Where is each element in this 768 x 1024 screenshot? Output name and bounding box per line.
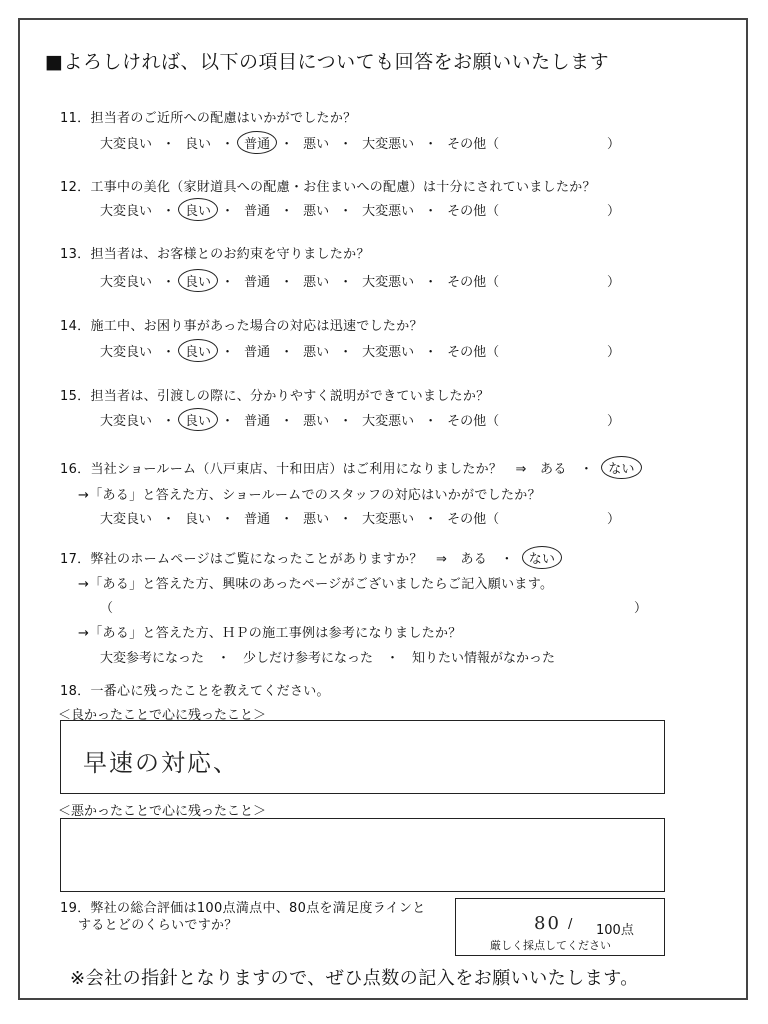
option-very-bad[interactable]: 大変悪い [362,414,415,429]
footer-note: ※会社の指針となりますので、ぜひ点数の記入をお願いいたします。 [70,968,639,989]
bad-memory-label: ＜悪かったことで心に残ったこと＞ [58,804,267,819]
question-16 [60,458,635,477]
option-bad[interactable]: 悪い [303,345,330,360]
option-good-selected[interactable]: 良い [178,269,218,292]
option-very-bad[interactable]: 大変悪い [362,204,415,219]
close-paren: ） [607,345,621,360]
option-other[interactable]: その他（ [447,512,500,527]
options-15: 大変良い ・ 良い ・ 普通 ・ 悪い ・ 大変悪い ・ その他（ [100,410,499,429]
option-bad[interactable]: 悪い [303,512,330,527]
q17-answer-none-selected[interactable]: ない [522,546,563,569]
option-good-selected[interactable]: 良い [178,198,218,221]
question-13: 13．担当者は、お客様とのお約束を守りましたか？ [60,247,370,262]
q17-options[interactable]: 大変参考になった ・ 少しだけ参考になった ・ 知りたい情報がなかった [100,651,556,666]
option-other[interactable]: その他（ [447,137,500,152]
options-11: 大変良い ・ 良い ・ 普通 ・ 悪い ・ 大変悪い ・ その他（ [100,133,499,152]
good-memory-answer: 早速の対応、 [83,749,239,777]
option-bad[interactable]: 悪い [303,137,330,152]
close-paren: ） [607,512,621,527]
q17-close-paren[interactable]: ） [634,601,648,616]
question-19-line2: するとどのくらいですか？ [78,918,238,933]
option-very-bad[interactable]: 大変悪い [362,345,415,360]
close-paren: ） [607,204,621,219]
good-memory-label: ＜良かったことで心に残ったこと＞ [58,708,267,723]
q16-answer-none-selected[interactable]: ない [601,456,642,479]
option-normal[interactable]: 普通 [244,512,271,527]
score-value: 80 [534,913,561,934]
option-bad[interactable]: 悪い [303,414,330,429]
close-paren: ） [607,275,621,290]
q17-open-paren: （ [100,601,114,616]
option-normal[interactable]: 普通 [244,345,271,360]
option-very-bad[interactable]: 大変悪い [362,137,415,152]
q17-followup-1: →「ある」と答えた方、興味のあったページがございましたらご記入願います。 [78,577,554,592]
option-good-selected[interactable]: 良い [178,408,218,431]
options-12: 大変良い ・ 良い ・ 普通 ・ 悪い ・ 大変悪い ・ その他（ [100,200,499,219]
option-bad[interactable]: 悪い [303,204,330,219]
question-11: 11．担当者のご近所への配慮はいかがでしたか？ [60,111,357,126]
option-very-good[interactable]: 大変良い [100,137,153,152]
option-very-bad[interactable]: 大変悪い [362,512,415,527]
close-paren: ） [607,137,621,152]
option-normal[interactable]: 普通 [244,414,271,429]
option-good-selected[interactable]: 良い [178,339,218,362]
score-box[interactable] [455,898,665,956]
option-good[interactable]: 良い [185,137,212,152]
option-normal[interactable]: 普通 [244,204,271,219]
option-very-good[interactable]: 大変良い [100,204,153,219]
option-very-good[interactable]: 大変良い [100,345,153,360]
question-17-text: 17．弊社のホームページはご覧になったことがありますか？ ⇒ ある ・ [60,552,514,567]
good-memory-box[interactable] [60,720,665,794]
question-17 [60,548,555,567]
question-16-text: 16．当社ショールーム（八戸東店、十和田店）はご利用になりましたか？ ⇒ ある ・ [60,462,594,477]
option-bad[interactable]: 悪い [303,275,330,290]
q16-followup: →「ある」と答えた方、ショールームでのスタッフの対応はいかがでしたか？ [78,488,541,503]
bad-memory-box[interactable] [60,818,665,892]
question-12: 12．工事中の美化（家財道具への配慮・お住まいへの配慮）は十分にされていましたか？ [60,180,596,195]
options-16: 大変良い ・ 良い ・ 普通 ・ 悪い ・ 大変悪い ・ その他（ [100,508,499,527]
option-other[interactable]: その他（ [447,204,500,219]
score-slash: / [568,917,573,932]
question-19-line1: 19．弊社の総合評価は100点満点中、80点を満足度ラインと [60,901,426,916]
option-normal-selected[interactable]: 普通 [237,131,277,154]
option-good[interactable]: 良い [185,512,212,527]
option-very-good[interactable]: 大変良い [100,414,153,429]
question-14: 14．施工中、お困り事があった場合の対応は迅速でしたか？ [60,319,423,334]
options-13: 大変良い ・ 良い ・ 普通 ・ 悪い ・ 大変悪い ・ その他（ [100,271,499,290]
q17-followup-2: →「ある」と答えた方、ＨＰの施工事例は参考になりましたか？ [78,626,462,641]
option-other[interactable]: その他（ [447,414,500,429]
option-other[interactable]: その他（ [447,275,500,290]
close-paren: ） [607,414,621,429]
form-header: ■よろしければ、以下の項目についても回答をお願いいたします [45,51,610,73]
score-total: 100点 [596,923,634,938]
question-18: 18．一番心に残ったことを教えてください。 [60,684,330,699]
option-other[interactable]: その他（ [447,345,500,360]
question-15: 15．担当者は、引渡しの際に、分かりやすく説明ができていましたか？ [60,389,490,404]
score-note: 厳しく採点してください [490,939,611,952]
options-14: 大変良い ・ 良い ・ 普通 ・ 悪い ・ 大変悪い ・ その他（ [100,341,499,360]
option-normal[interactable]: 普通 [244,275,271,290]
option-very-good[interactable]: 大変良い [100,512,153,527]
option-very-good[interactable]: 大変良い [100,275,153,290]
option-very-bad[interactable]: 大変悪い [362,275,415,290]
